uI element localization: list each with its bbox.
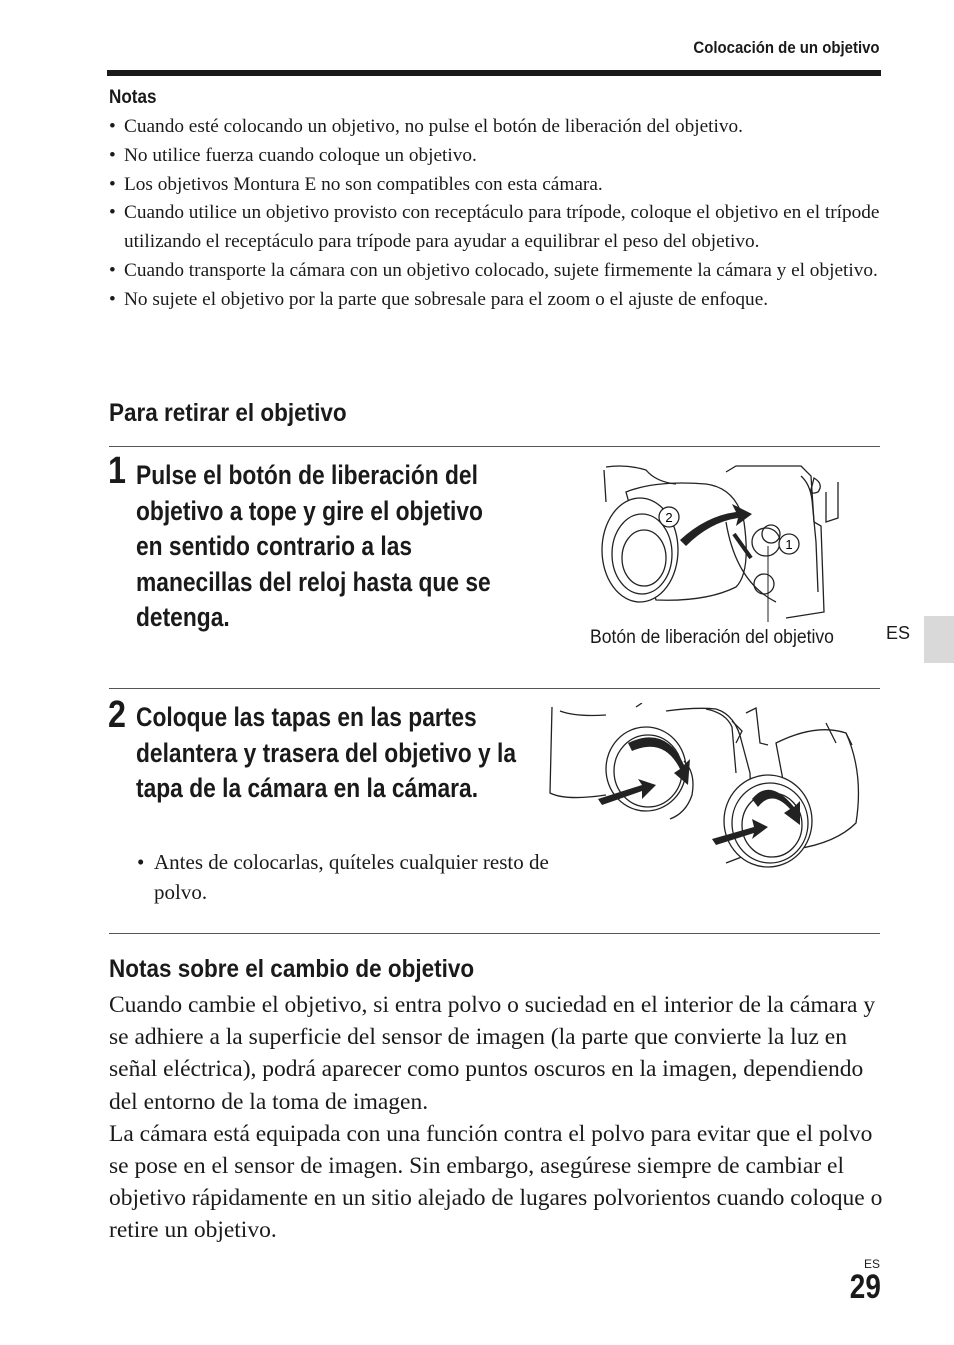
running-header: Colocación de un objetivo	[693, 38, 880, 57]
footer-language: ES	[863, 1257, 880, 1271]
body-paragraph: Cuando cambie el objetivo, si entra polvo o suciedad en el interior de la cámara y se adhiere a la superficie del sensor de imagen (la parte que convierte la luz en señal eléctrica), podrá aparecer como puntos oscuros en la imagen, dependiendo del entorno de la toma de imagen.	[109, 992, 876, 1115]
language-tab-label: ES	[886, 623, 911, 643]
caps-illustration	[546, 703, 870, 878]
body-paragraph: La cámara está equipada con una función contra el polvo para evitar que el polvo se pose en el sensor de imagen. Sin embargo, asegúrese siempre de cambiar el objetivo rápidamente en un sitio alejado de lugares polvorientos cuando coloque o retire un objetivo.	[109, 1120, 883, 1244]
figure-caption: Botón de liberación del objetivo	[590, 626, 834, 648]
step-number: 1	[108, 450, 126, 492]
header-rule	[107, 70, 881, 76]
section-title-remove-lens: Para retirar el objetivo	[109, 399, 347, 427]
notes-title: Notas	[109, 87, 157, 108]
note-item: • Los objetivos Montura E no son compatibles con esta cámara.	[109, 171, 889, 200]
note-item: • Cuando transporte la cámara con un objetivo colocado, sujete firmemente la cámara y el objetivo.	[109, 257, 889, 286]
callout-2: 2	[665, 510, 673, 525]
language-tab	[924, 616, 954, 663]
notes-list	[109, 113, 889, 315]
step-bullet: • Antes de colocarlas, quíteles cualquier resto de polvo.	[137, 847, 554, 907]
page-number: 29	[849, 1268, 881, 1306]
section-body	[109, 989, 884, 1247]
step-number: 2	[108, 694, 126, 736]
note-item: • Cuando utilice un objetivo provisto con receptáculo para trípode, coloque el objetivo en el trípode utilizando el receptáculo para trípode para ayudar a equilibrar el peso del objetivo.	[109, 199, 889, 257]
callout-1: 1	[785, 537, 793, 552]
lens-release-illustration	[586, 462, 852, 622]
section-divider	[109, 446, 880, 447]
section-divider	[109, 933, 880, 934]
section-title-lens-change-notes: Notas sobre el cambio de objetivo	[109, 955, 475, 983]
note-item: • No sujete el objetivo por la parte que sobresale para el zoom o el ajuste de enfoque.	[109, 286, 889, 315]
note-item: • Cuando esté colocando un objetivo, no pulse el botón de liberación del objetivo.	[109, 113, 889, 142]
note-item: • No utilice fuerza cuando coloque un objetivo.	[109, 142, 889, 171]
step-instruction: Coloque las tapas en las partes delantera y trasera del objetivo y la tapa de la cámara en la cámara.	[136, 702, 516, 803]
step-instruction: Pulse el botón de liberación del objetivo a tope y gire el objetivo en sentido contrario a las manecillas del reloj hasta que se detenga.	[136, 460, 491, 632]
section-divider	[109, 688, 880, 689]
